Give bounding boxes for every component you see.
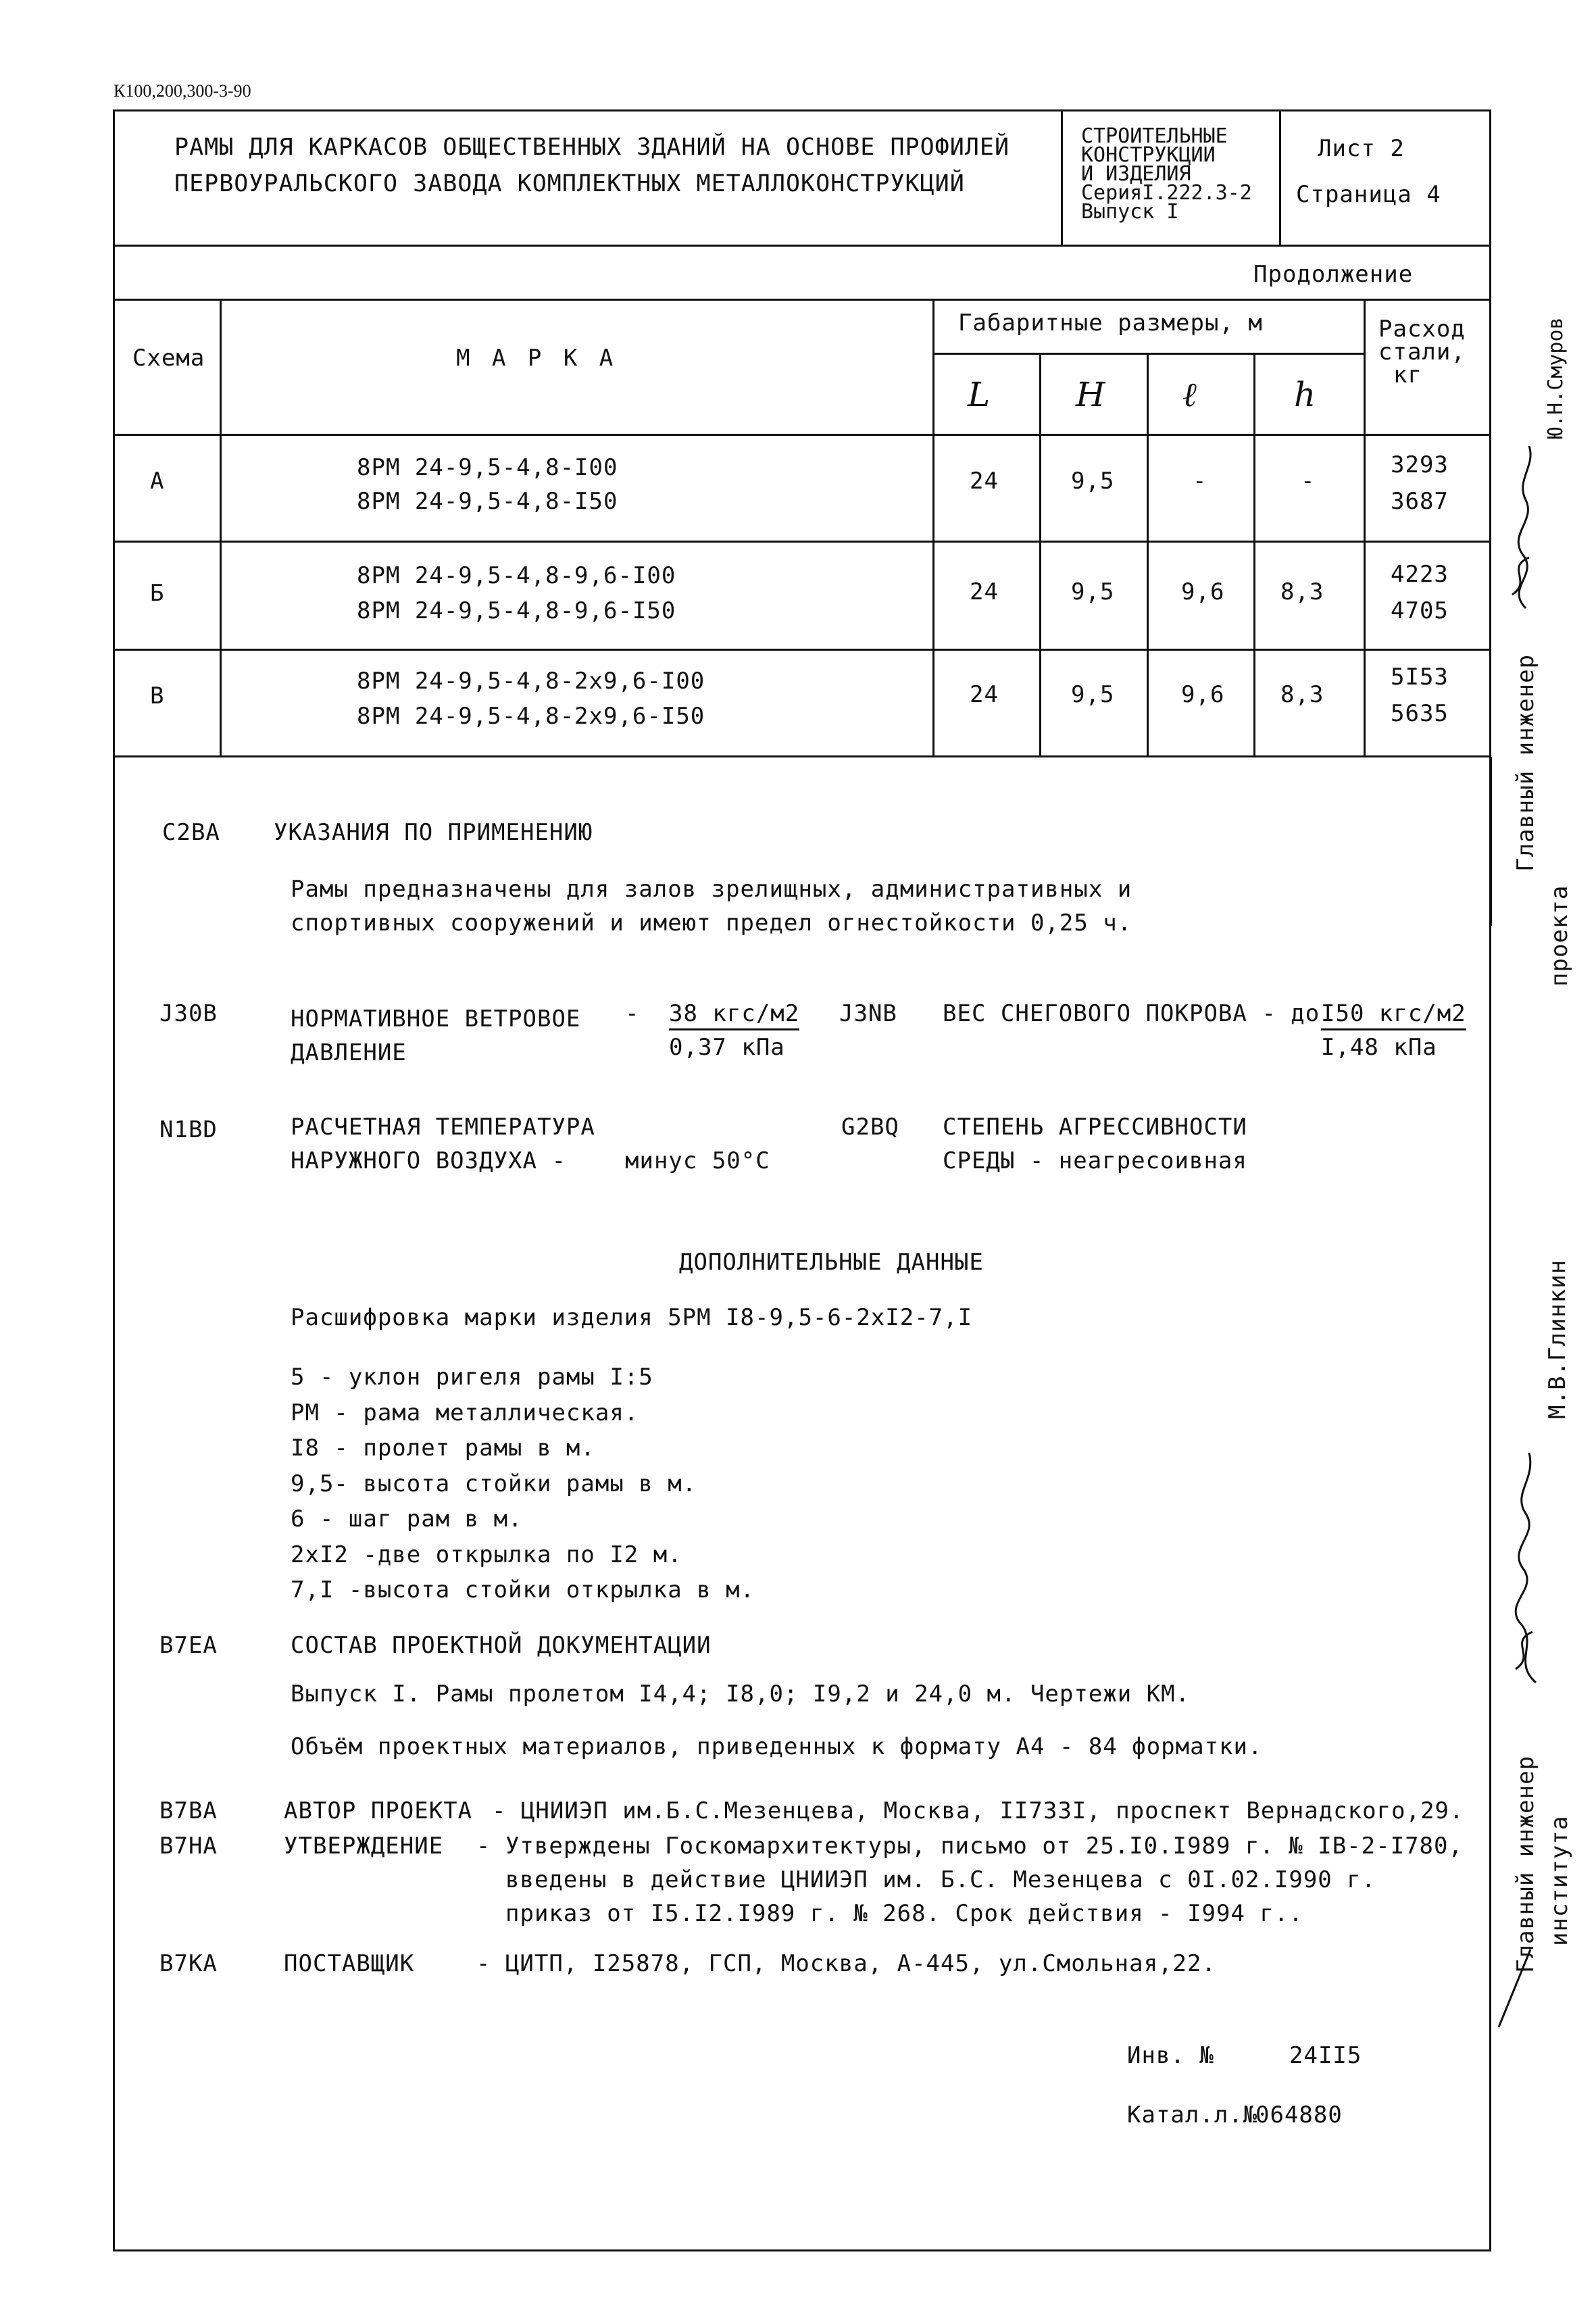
inventory-value: 24II5 xyxy=(1289,2042,1362,2069)
side-divider-1 xyxy=(1490,757,1492,926)
signatory-role-3: Главный инженер xyxy=(1512,1755,1539,1973)
dims-subheader-line xyxy=(932,353,1366,355)
col-mark-header: М А Р К А xyxy=(456,345,618,372)
table-bottom xyxy=(113,755,1491,757)
table-vline-L xyxy=(1039,353,1041,757)
wind-dash: - xyxy=(625,1000,640,1027)
wind-label-1: НОРМАТИВНОЕ ВЕТРОВОЕ xyxy=(291,1005,581,1032)
list-item: 5 - уклон ригеля рамы I:5 xyxy=(291,1364,653,1391)
approval-text-3: приказ от I5.I2.I989 г. № 268. Срок действия - I994 г.. xyxy=(505,1900,1303,1927)
header-vline-1 xyxy=(1061,109,1063,247)
section-code-c2ba: С2ВА xyxy=(162,819,220,846)
list-item: РМ - рама металлическая. xyxy=(291,1399,639,1426)
signatory-role-2: Главный инженер xyxy=(1512,653,1539,872)
table-cell-mark: 8РМ 24-9,5-4,8-I50 xyxy=(357,488,618,515)
col-steel-line-3: кг xyxy=(1393,362,1422,389)
supplier-label: ПОСТАВЩИК xyxy=(284,1950,415,1977)
header-divider xyxy=(113,245,1491,247)
signatory-name-2: М.В.Глинкин xyxy=(1544,1259,1571,1419)
list-item: 2хI2 -две открылка по I2 м. xyxy=(291,1541,682,1568)
series-line-2: КОНСТРУКЦИИ xyxy=(1081,143,1216,167)
table-cell-steel: 4705 xyxy=(1391,597,1449,624)
supplier-text: - ЦИТП, I25878, ГСП, Москва, А-445, ул.Смольная,22. xyxy=(476,1950,1216,1977)
section-code-b7ba: В7ВА xyxy=(159,1797,218,1824)
section-code-b7ka: В7КА xyxy=(159,1950,218,1977)
signatory-name-1: Ю.Н.Смуров xyxy=(1544,317,1568,439)
extra-data-title: ДОПОЛНИТЕЛЬНЫЕ ДАННЫЕ xyxy=(679,1249,984,1276)
wind-label-2: ДАВЛЕНИЕ xyxy=(291,1039,407,1066)
table-cell-L: 24 xyxy=(970,468,999,495)
series-line-1: СТРОИТЕЛЬНЫЕ xyxy=(1081,124,1228,148)
table-vline-l xyxy=(1253,353,1255,757)
aggressiveness-label-2: СРЕДЫ - неагресоивная xyxy=(943,1147,1247,1174)
documentation-text-2: Объём проектных материалов, приведенных к формату А4 - 84 форматки. xyxy=(291,1733,1263,1760)
catalog-label: Катал.л.№ xyxy=(1127,2101,1258,2129)
table-cell-scheme: А xyxy=(150,468,165,495)
table-vline-H xyxy=(1147,353,1149,757)
col-steel-line-1: Расход xyxy=(1378,316,1466,343)
table-vline-h xyxy=(1364,299,1366,757)
section-code-g2bq: G2ВQ xyxy=(841,1114,899,1141)
list-item: I8 - пролет рамы в м. xyxy=(291,1435,595,1462)
signature-3 xyxy=(1493,1946,1534,2034)
table-cell-h: 8,3 xyxy=(1280,681,1324,708)
temp-label-1: РАСЧЕТНАЯ ТЕМПЕРАТУРА xyxy=(291,1114,595,1141)
table-cell-steel: 4223 xyxy=(1391,561,1449,588)
table-cell-scheme: В xyxy=(150,682,165,710)
continuation-label: Продолжение xyxy=(1253,261,1414,288)
approval-text-2: введены в действие ЦНИИЭП им. Б.С. Мезенцева с 0I.02.I990 г. xyxy=(505,1866,1376,1893)
table-cell-h: - xyxy=(1301,468,1316,495)
dim-H-header: H xyxy=(1076,375,1105,414)
wind-value-kgs: 38 кгс/м2 xyxy=(669,1000,799,1030)
aggressiveness-label-1: СТЕПЕНЬ АГРЕССИВНОСТИ xyxy=(943,1114,1247,1141)
table-cell-mark: 8РМ 24-9,5-4,8-I00 xyxy=(357,454,618,481)
table-vline-mark xyxy=(932,299,934,757)
application-text-1: Рамы предназначены для залов зрелищных, административных и xyxy=(291,876,1132,903)
list-item: 9,5- высота стойки рамы в м. xyxy=(291,1470,697,1497)
sheet-number: Лист 2 xyxy=(1318,135,1405,162)
author-text: - ЦНИИЭП им.Б.С.Мезенцева, Москва, II733I, проспект Вернадского,29. xyxy=(492,1797,1464,1824)
table-cell-mark: 8РМ 24-9,5-4,8-2х9,6-I50 xyxy=(357,703,705,730)
table-cell-H: 9,5 xyxy=(1071,468,1115,495)
temp-label-2: НАРУЖНОГО ВОЗДУХА - xyxy=(291,1147,566,1174)
inventory-label: Инв. № xyxy=(1127,2042,1214,2069)
continuation-divider xyxy=(113,299,1491,301)
snow-value-kgs: I50 кгс/м2 xyxy=(1321,1000,1466,1030)
col-scheme-header: Схема xyxy=(132,345,205,372)
table-cell-steel: 5635 xyxy=(1391,700,1449,727)
table-cell-h: 8,3 xyxy=(1280,578,1324,605)
table-cell-scheme: Б xyxy=(150,580,165,607)
signatory-role-2b: проекта xyxy=(1546,885,1573,987)
series-line-3: И ИЗДЕЛИЯ xyxy=(1081,162,1191,186)
catalog-value: 064880 xyxy=(1255,2101,1343,2129)
table-cell-L: 24 xyxy=(970,578,999,605)
dim-h-header: h xyxy=(1294,375,1316,414)
table-cell-mark: 8РМ 24-9,5-4,8-9,6-I00 xyxy=(357,562,676,589)
page-frame xyxy=(113,109,1491,2251)
signatory-role-3b: института xyxy=(1546,1815,1573,1946)
decode-list xyxy=(291,1360,755,1608)
signature-1 xyxy=(1499,439,1553,615)
table-cell-l: 9,6 xyxy=(1181,578,1225,605)
title-line-1: РАМЫ ДЛЯ КАРКАСОВ ОБЩЕСТВЕННЫХ ЗДАНИЙ НА ОСНОВЕ ПРОФИЛЕЙ xyxy=(174,134,1010,161)
list-item: 6 - шаг рам в м. xyxy=(291,1505,523,1533)
col-steel-header xyxy=(1378,318,1466,387)
documentation-title: СОСТАВ ПРОЕКТНОЙ ДОКУМЕНТАЦИИ xyxy=(291,1632,712,1659)
snow-label: ВЕС СНЕГОВОГО ПОКРОВА - до xyxy=(943,1000,1320,1027)
section-code-b7ea: В7ЕА xyxy=(159,1632,218,1659)
table-cell-L: 24 xyxy=(970,681,999,708)
table-cell-mark: 8РМ 24-9,5-4,8-9,6-I50 xyxy=(357,597,676,624)
table-cell-l: 9,6 xyxy=(1181,681,1225,708)
snow-value-kpa: I,48 кПа xyxy=(1321,1034,1437,1061)
list-item: 7,I -высота стойки открылка в м. xyxy=(291,1576,755,1603)
series-line-5: Выпуск I xyxy=(1081,200,1179,224)
application-text-2: спортивных сооружений и имеют предел огнестойкости 0,25 ч. xyxy=(291,910,1132,937)
author-label: АВТОР ПРОЕКТА xyxy=(284,1797,473,1824)
temp-value: минус 50°С xyxy=(625,1147,770,1174)
documentation-text-1: Выпуск I. Рамы пролетом I4,4; I8,0; I9,2 и 24,0 м. Чертежи КМ. xyxy=(291,1681,1191,1708)
dim-L-header: L xyxy=(968,375,991,414)
approval-label: УТВЕРЖДЕНИЕ xyxy=(284,1833,444,1860)
wind-value-kpa: 0,37 кПа xyxy=(669,1034,785,1061)
dim-l-header: ℓ xyxy=(1182,375,1197,414)
section-code-n1bd: N1ВD xyxy=(159,1116,218,1143)
mark-decode-line: Расшифровка марки изделия 5РМ I8-9,5-6-2хI2-7,I xyxy=(291,1304,973,1331)
table-cell-steel: 3687 xyxy=(1391,488,1449,515)
table-vline-scheme xyxy=(220,299,222,757)
table-cell-steel: 3293 xyxy=(1391,451,1449,478)
title-line-2: ПЕРВОУРАЛЬСКОГО ЗАВОДА КОМПЛЕКТНЫХ МЕТАЛЛОКОНСТРУКЦИЙ xyxy=(174,170,965,197)
row-divider-2 xyxy=(113,649,1491,651)
series-block xyxy=(1081,124,1252,224)
page-number: Страница 4 xyxy=(1296,181,1441,208)
section-code-j3nb: J3NВ xyxy=(839,1000,897,1027)
section-code-j30b: J30В xyxy=(159,1000,218,1027)
table-cell-mark: 8РМ 24-9,5-4,8-2х9,6-I00 xyxy=(357,668,705,695)
signature-2 xyxy=(1499,1439,1553,1689)
table-cell-H: 9,5 xyxy=(1071,681,1115,708)
table-header-bottom xyxy=(113,434,1491,436)
table-cell-H: 9,5 xyxy=(1071,578,1115,605)
row-divider-1 xyxy=(113,541,1491,543)
col-steel-line-2: стали, xyxy=(1378,339,1466,366)
header-vline-2 xyxy=(1279,109,1281,247)
approval-text-1: - Утверждены Госкомархитектуры, письмо от 25.I0.I989 г. № IВ-2-I780, xyxy=(476,1833,1463,1860)
document-code: К100,200,300-3-90 xyxy=(114,81,251,101)
col-dims-header: Габаритные размеры, м xyxy=(958,309,1263,337)
section-code-b7na: В7НА xyxy=(159,1833,218,1860)
table-cell-steel: 5I53 xyxy=(1391,664,1449,691)
series-line-4: СерияI.222.3-2 xyxy=(1081,181,1252,205)
table-cell-l: - xyxy=(1193,468,1207,495)
section-title-application: УКАЗАНИЯ ПО ПРИМЕНЕНИЮ xyxy=(274,819,593,846)
